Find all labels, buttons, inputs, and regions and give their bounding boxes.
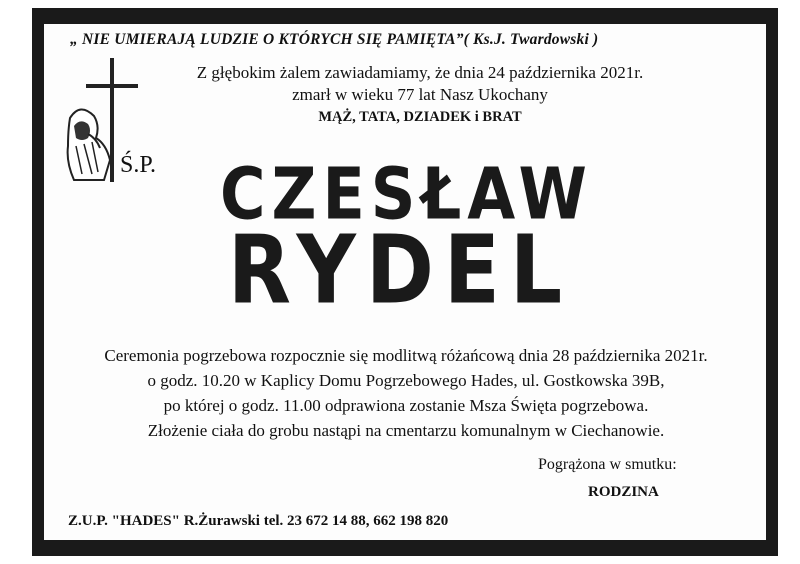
announcement-line-1: Z głębokim żalem zawiadamiamy, że dnia 24 października 2021r. bbox=[196, 63, 644, 82]
announcement-relations: MĄŻ, TATA, DZIADEK i BRAT bbox=[318, 109, 522, 125]
ceremony-line: o godz. 10.20 w Kaplicy Domu Pogrzebowego Hades, ul. Gostkowska 39B, bbox=[147, 371, 665, 390]
motto-quote: „ NIE UMIERAJĄ LUDZIE O KTÓRYCH SIĘ PAMIĘTA”( Ks.J. Twardowski ) bbox=[70, 31, 599, 48]
ceremony-line: Ceremonia pogrzebowa rozpocznie się modlitwą różańcową dnia 28 października 2021r. bbox=[104, 346, 708, 365]
sp-label: Ś.P. bbox=[120, 152, 157, 178]
first-name: CZESŁAW bbox=[220, 152, 593, 236]
announcement-line-2: zmarł w wieku 77 lat Nasz Ukochany bbox=[292, 85, 548, 104]
announcement bbox=[160, 62, 680, 128]
mourners-family: RODZINA bbox=[588, 484, 659, 500]
mourners-intro: Pogrążona w smutku: bbox=[538, 456, 677, 473]
ceremony-line: po której o godz. 11.00 odprawiona zostanie Msza Święta pogrzebowa. bbox=[163, 396, 649, 415]
last-name: RYDEL bbox=[227, 216, 573, 326]
ceremony-line: Złożenie ciała do grobu nastąpi na cmentarzu komunalnym w Ciechanowie. bbox=[147, 421, 665, 440]
funeral-home-footer: Z.U.P. "HADES" R.Żurawski tel. 23 672 14 88, 662 198 820 bbox=[68, 513, 449, 529]
ceremony-details bbox=[52, 343, 760, 443]
